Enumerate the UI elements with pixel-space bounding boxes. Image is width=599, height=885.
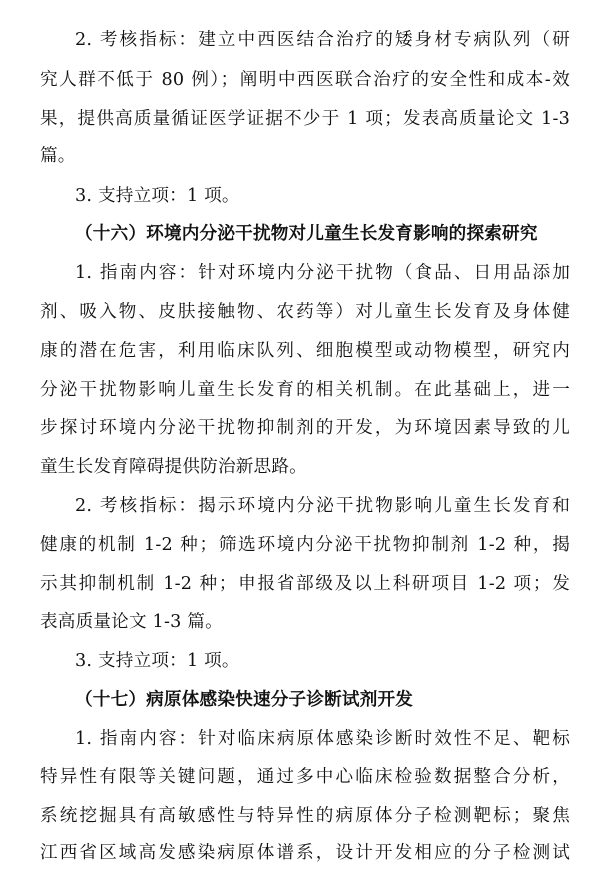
text-line: 童生长发育障碍提供防治新思路。	[40, 457, 307, 477]
text-line: 康的潜在危害，利用临床队列、细胞模型或动物模型，研究内	[40, 341, 570, 361]
text-line: 2. 考核指标：揭示环境内分泌干扰物影响儿童生长发育和	[75, 496, 570, 516]
text-line: 究人群不低于 80 例）；阐明中西医联合治疗的安全性和成本-效	[40, 70, 570, 90]
text-line: 剂、吸入物、皮肤接触物、农药等）对儿童生长发育及身体健	[40, 302, 570, 322]
text-line: 系统挖掘具有高敏感性与特异性的病原体分子检测靶标；聚焦	[40, 806, 570, 826]
section-heading: （十六）环境内分泌干扰物对儿童生长发育影响的探索研究	[75, 223, 538, 244]
section-heading: （十七）病原体感染快速分子诊断试剂开发	[75, 689, 414, 710]
text-line: 1. 指南内容：针对临床病原体感染诊断时效性不足、靶标	[75, 729, 570, 749]
text-line: 果，提供高质量循证医学证据不少于 1 项；发表高质量论文 1-3	[40, 109, 570, 129]
text-line: 1. 指南内容：针对环境内分泌干扰物（食品、日用品添加	[75, 263, 570, 283]
text-line: 3. 支持立项：1 项。	[75, 651, 240, 671]
text-line: 江西省区域高发感染病原体谱系，设计开发相应的分子检测试	[40, 843, 570, 863]
text-line: 示其抑制机制 1-2 种；申报省部级及以上科研项目 1-2 项；发	[40, 574, 570, 594]
text-line: 3. 支持立项：1 项。	[75, 186, 240, 206]
text-line: 分泌干扰物影响儿童生长发育的相关机制。在此基础上，进一	[40, 380, 570, 400]
text-line: 表高质量论文 1-3 篇。	[40, 612, 223, 632]
text-line: 2. 考核指标：建立中西医结合治疗的矮身材专病队列（研	[75, 30, 570, 50]
text-line: 篇。	[40, 146, 76, 166]
text-line: 特异性有限等关键问题，通过多中心临床检验数据整合分析，	[40, 767, 570, 787]
text-line: 步探讨环境内分泌干扰物抑制剂的开发，为环境因素导致的儿	[40, 418, 570, 438]
text-line: 健康的机制 1-2 种；筛选环境内分泌干扰物抑制剂 1-2 种，揭	[40, 535, 570, 555]
